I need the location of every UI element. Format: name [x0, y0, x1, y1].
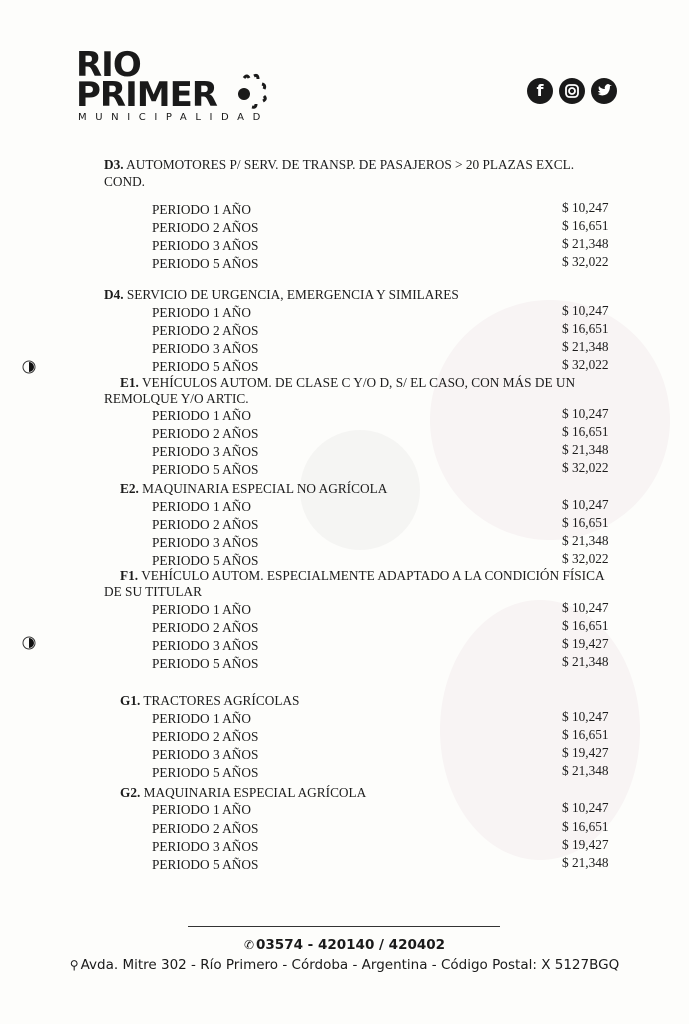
section-d3-title-cont: COND. — [104, 174, 146, 189]
section-e1-title: E1. VEHÍCULOS AUTOM. DE CLASE C Y/O D, S/ EL CASO, CON MÁS DE UN — [120, 375, 576, 390]
rate-label: PERIODO 2 AÑOS — [152, 620, 259, 635]
rate-price: $ 16,651 — [562, 424, 609, 439]
watermark-shape — [440, 600, 640, 860]
rate-price: $ 16,651 — [562, 618, 609, 633]
rate-label: PERIODO 2 AÑOS — [152, 517, 259, 532]
rate-price: $ 16,651 — [562, 515, 609, 530]
rate-price: $ 16,651 — [562, 727, 609, 742]
rate-price: $ 32,022 — [562, 551, 609, 566]
hole-punch-mark — [22, 360, 36, 374]
rate-price: $ 10,247 — [562, 800, 609, 815]
rate-label: PERIODO 5 AÑOS — [152, 765, 259, 780]
sun-icon — [228, 66, 272, 110]
phone-icon: ✆ — [243, 938, 255, 952]
section-d3-title: D3. AUTOMOTORES P/ SERV. DE TRANSP. DE PASAJEROS > 20 PLAZAS EXCL. — [104, 157, 575, 172]
rate-price: $ 19,427 — [562, 745, 609, 760]
rate-label: PERIODO 3 AÑOS — [152, 839, 259, 854]
rate-label: PERIODO 1 AÑO — [152, 802, 251, 817]
rate-label: PERIODO 2 AÑOS — [152, 220, 259, 235]
footer-divider — [188, 926, 500, 927]
rate-price: $ 16,651 — [562, 819, 609, 834]
rate-price: $ 16,651 — [562, 218, 609, 233]
section-f1-title: F1. VEHÍCULO AUTOM. ESPECIALMENTE ADAPTADO A LA CONDICIÓN FÍSICA — [120, 568, 605, 583]
rate-label: PERIODO 3 AÑOS — [152, 444, 259, 459]
twitter-icon[interactable] — [591, 78, 617, 104]
footer-phone: ✆ 03574 - 420140 / 420402 — [243, 937, 446, 953]
rate-price: $ 32,022 — [562, 254, 609, 269]
rate-label: PERIODO 3 AÑOS — [152, 638, 259, 653]
rate-label: PERIODO 3 AÑOS — [152, 238, 259, 253]
municipality-logo — [76, 45, 276, 128]
section-d4-title: D4. SERVICIO DE URGENCIA, EMERGENCIA Y SIMILARES — [104, 287, 459, 302]
rate-price: $ 21,348 — [562, 654, 609, 669]
facebook-icon[interactable]: f — [527, 78, 553, 104]
rate-label: PERIODO 5 AÑOS — [152, 553, 259, 568]
rate-price: $ 10,247 — [562, 600, 609, 615]
section-f1-title-cont: DE SU TITULAR — [104, 584, 202, 599]
section-e1-title-cont: REMOLQUE Y/O ARTIC. — [104, 391, 249, 406]
logo-line1: RIO — [76, 45, 141, 85]
logo-line2: PRIMER — [76, 75, 217, 115]
rate-label: PERIODO 5 AÑOS — [152, 656, 259, 671]
rate-price: $ 16,651 — [562, 321, 609, 336]
rate-price: $ 21,348 — [562, 339, 609, 354]
rate-price: $ 10,247 — [562, 497, 609, 512]
watermark-shape — [430, 300, 670, 540]
hole-punch-mark — [22, 636, 36, 650]
rate-label: PERIODO 3 AÑOS — [152, 535, 259, 550]
rate-label: PERIODO 3 AÑOS — [152, 341, 259, 356]
rate-label: PERIODO 5 AÑOS — [152, 857, 259, 872]
rate-price: $ 19,427 — [562, 636, 609, 651]
rate-label: PERIODO 2 AÑOS — [152, 729, 259, 744]
rate-label: PERIODO 2 AÑOS — [152, 323, 259, 338]
rate-price: $ 10,247 — [562, 406, 609, 421]
rate-label: PERIODO 1 AÑO — [152, 202, 251, 217]
rate-label: PERIODO 1 AÑO — [152, 408, 251, 423]
section-g2-title: G2. MAQUINARIA ESPECIAL AGRÍCOLA — [120, 785, 367, 800]
rate-label: PERIODO 2 AÑOS — [152, 821, 259, 836]
rate-price: $ 21,348 — [562, 236, 609, 251]
rate-label: PERIODO 3 AÑOS — [152, 747, 259, 762]
rate-label: PERIODO 5 AÑOS — [152, 359, 259, 374]
section-g1-title: G1. TRACTORES AGRÍCOLAS — [120, 693, 300, 708]
rate-label: PERIODO 1 AÑO — [152, 711, 251, 726]
rate-price: $ 32,022 — [562, 357, 609, 372]
rate-label: PERIODO 1 AÑO — [152, 499, 251, 514]
rate-price: $ 21,348 — [562, 442, 609, 457]
rate-label: PERIODO 5 AÑOS — [152, 462, 259, 477]
rate-price: $ 10,247 — [562, 709, 609, 724]
rate-label: PERIODO 5 AÑOS — [152, 256, 259, 271]
rate-price: $ 10,247 — [562, 200, 609, 215]
rate-label: PERIODO 1 AÑO — [152, 305, 251, 320]
rate-price: $ 10,247 — [562, 303, 609, 318]
rate-price: $ 21,348 — [562, 533, 609, 548]
rate-price: $ 21,348 — [562, 763, 609, 778]
rate-price: $ 32,022 — [562, 460, 609, 475]
rate-label: PERIODO 2 AÑOS — [152, 426, 259, 441]
instagram-icon[interactable] — [559, 78, 585, 104]
rate-label: PERIODO 1 AÑO — [152, 602, 251, 617]
location-pin-icon: ⚲ — [69, 958, 79, 972]
footer-address: ⚲ Avda. Mitre 302 - Río Primero - Córdoba - Argentina - Código Postal: X 5127BGQ — [69, 957, 620, 973]
section-e2-title: E2. MAQUINARIA ESPECIAL NO AGRÍCOLA — [120, 481, 388, 496]
logo-subtitle: MUNICIPALIDAD — [78, 112, 269, 123]
rate-price: $ 21,348 — [562, 855, 609, 870]
rate-price: $ 19,427 — [562, 837, 609, 852]
